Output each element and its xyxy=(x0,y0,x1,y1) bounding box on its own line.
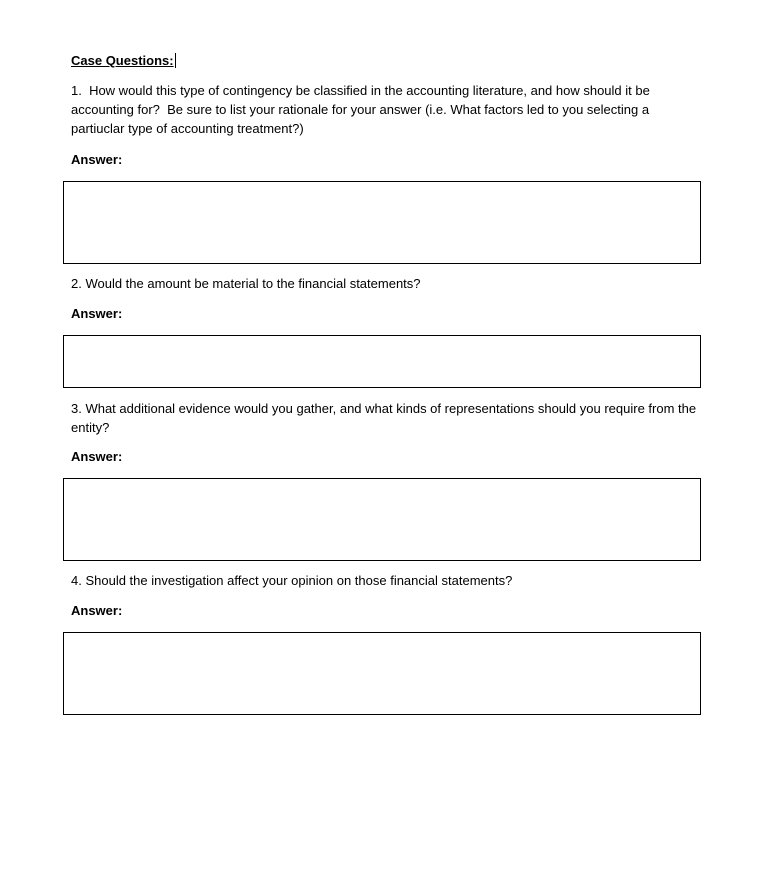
answer-box-1[interactable] xyxy=(63,181,701,264)
answer-box-4[interactable] xyxy=(63,632,701,715)
answer-box-3[interactable] xyxy=(63,478,701,561)
section-heading-text: Case Questions: xyxy=(71,53,174,68)
answer-label-4: Answer: xyxy=(71,603,123,618)
question-2: 2. Would the amount be material to the financial statements? xyxy=(71,276,421,291)
answer-label-1: Answer: xyxy=(71,152,123,167)
question-1: 1. How would this type of contingency be classified in the accounting literature, and how should it be accounting for? Be sure to list your rationale for your answer (i.e. What factors led to you selecting a partiuclar type of accounting treatment?) xyxy=(71,83,654,136)
answer-box-2[interactable] xyxy=(63,335,701,388)
answer-label-2: Answer: xyxy=(71,306,123,321)
section-heading xyxy=(71,52,176,69)
question-3: 3. What additional evidence would you gather, and what kinds of representations should you require from the entity? xyxy=(71,401,700,435)
answer-label-3: Answer: xyxy=(71,449,123,464)
question-4: 4. Should the investigation affect your opinion on those financial statements? xyxy=(71,573,513,588)
text-cursor xyxy=(175,53,176,68)
